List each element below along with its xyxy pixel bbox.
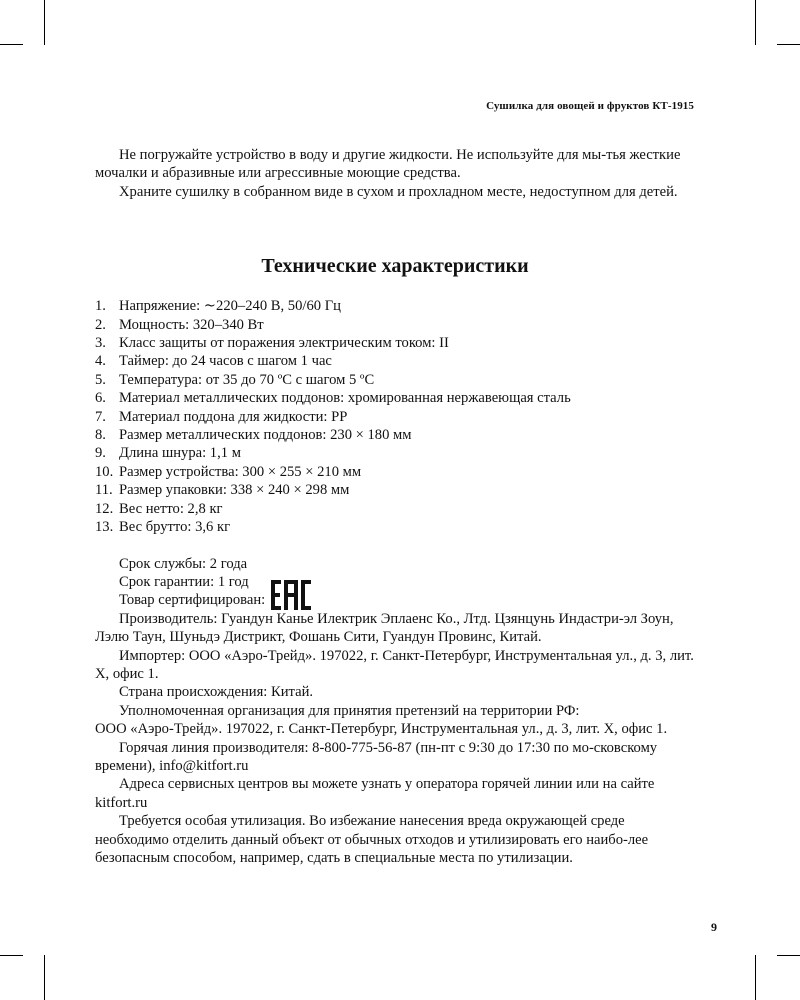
spec-text: Длина шнура: 1,1 м — [119, 445, 241, 462]
spec-item — [95, 334, 695, 352]
spec-item — [95, 352, 695, 370]
eac-mark-icon — [271, 580, 311, 610]
spec-item — [95, 444, 695, 462]
spacer — [95, 537, 695, 555]
spec-item — [95, 389, 695, 407]
spec-number: 11. — [95, 482, 113, 499]
spec-text: Размер устройства: 300 × 255 × 210 мм — [119, 463, 362, 480]
manufacturer-info: Производитель: Гуандун Канье Илектрик Эплаенс Ко., Лтд. Цзянцунь Индастри-эл Зоун, Лэлю Таун, Шуньдэ Дистрикт, Фошань Сити, Гуандун Провинс, Китай. — [95, 610, 674, 646]
section-title: Технические характеристики — [261, 255, 529, 278]
spec-item — [95, 426, 695, 444]
spec-text: Напряжение: ∼220–240 В, 50/60 Гц — [119, 298, 341, 315]
service-centers-info: Адреса сервисных центров вы можете узнать у оператора горячей линии или на сайте kitfort.ru — [95, 776, 655, 811]
spec-number: 7. — [95, 408, 106, 425]
spec-text: Таймер: до 24 часов с шагом 1 час — [119, 353, 332, 370]
hotline-info: Горячая линия производителя: 8-800-775-56-87 (пн-пт с 9:30 до 17:30 по мо-сковскому времени), info@kitfort.ru — [95, 739, 658, 774]
spec-number: 10. — [95, 463, 114, 480]
spec-item — [95, 408, 695, 426]
spec-number: 13. — [95, 519, 114, 536]
spec-number: 12. — [95, 500, 114, 517]
spec-text: Класс защиты от поражения электрическим током: II — [119, 335, 449, 352]
disposal-info: Требуется особая утилизация. Во избежание нанесения вреда окружающей среде необходимо отделить данный объект от обычных отходов и утилизировать его наибо-лее безопасным способом, например, сдать в специальные места по утилизации. — [95, 813, 649, 866]
crop-mark — [755, 955, 756, 1000]
spec-number: 9. — [95, 445, 106, 462]
specs-list — [95, 297, 695, 536]
spec-number: 6. — [95, 390, 106, 407]
crop-mark — [777, 955, 800, 956]
running-header: Сушилка для овощей и фруктов КТ-1915 — [486, 100, 694, 112]
spec-number: 1. — [95, 298, 106, 315]
spec-text: Мощность: 320–340 Вт — [119, 316, 264, 333]
spec-item — [95, 518, 695, 536]
crop-mark — [44, 955, 45, 1000]
spec-text: Размер металлических поддонов: 230 × 180 мм — [119, 427, 412, 444]
importer-info: Импортер: ООО «Аэро-Трейд». 197022, г. Санкт-Петербург, Инструментальная ул., д. 3, лит. Х, офис 1. — [95, 647, 694, 682]
spec-text: Материал металлических поддонов: хромированная нержавеющая сталь — [119, 390, 571, 407]
spec-number: 2. — [95, 316, 106, 333]
spec-text: Материал поддона для жидкости: PP — [119, 408, 348, 425]
intro-paragraph: Храните сушилку в собранном виде в сухом и прохладном месте, недоступном для детей. — [119, 183, 678, 200]
service-life: Срок службы: 2 года — [119, 555, 248, 572]
page-content — [95, 146, 695, 867]
intro-paragraph: Не погружайте устройство в воду и другие жидкости. Не используйте для мы-тья жесткие мочалки и абразивные или агрессивные моющие средства. — [95, 147, 681, 182]
crop-mark — [0, 955, 23, 956]
authorized-org-address: ООО «Аэро-Трейд». 197022, г. Санкт-Петербург, Инструментальная ул., д. 3, лит. Х, офис 1. — [95, 721, 668, 738]
certification-line — [95, 591, 695, 609]
spec-text: Вес брутто: 3,6 кг — [119, 519, 231, 536]
certified-label: Товар сертифицирован: — [119, 592, 266, 609]
page-number: 9 — [711, 920, 717, 934]
spec-number: 5. — [95, 371, 106, 388]
crop-mark — [0, 44, 23, 45]
crop-mark — [777, 44, 800, 45]
warranty: Срок гарантии: 1 год — [119, 573, 249, 590]
crop-mark — [44, 0, 45, 45]
authorized-org-label: Уполномоченная организация для принятия претензий на территории РФ: — [119, 702, 580, 719]
spec-item — [95, 297, 695, 315]
spec-item — [95, 316, 695, 334]
spec-number: 3. — [95, 335, 106, 352]
spec-item — [95, 481, 695, 499]
spec-text: Размер упаковки: 338 × 240 × 298 мм — [119, 482, 350, 499]
spec-item — [95, 371, 695, 389]
country-of-origin: Страна происхождения: Китай. — [119, 684, 314, 701]
spec-number: 8. — [95, 427, 106, 444]
spec-number: 4. — [95, 353, 106, 370]
spec-item — [95, 463, 695, 481]
spec-text: Температура: от 35 до 70 ºС с шагом 5 ºС — [119, 371, 375, 388]
spec-item — [95, 500, 695, 518]
spec-text: Вес нетто: 2,8 кг — [119, 500, 223, 517]
crop-mark — [755, 0, 756, 45]
